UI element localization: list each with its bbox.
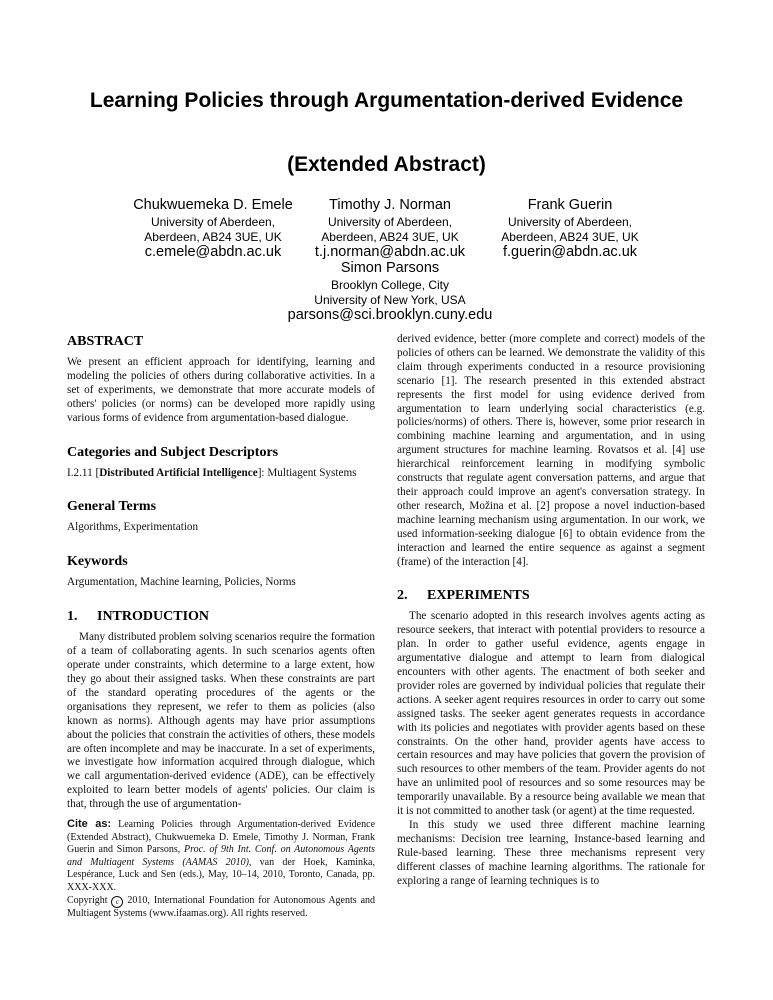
- introduction-text: Many distributed problem solving scenarios require the formation of a team of collaborating agents. In such scenarios agents often operate under constraints, which determine to a large extent, how they go about their assigned tasks. When these constraints are part of the standard operating procedures of the agents or the organisations they represent, we refer to them as policies (also known as norms). Although agents may have prior assumptions about the policies that constrain the activities of others, these models are often incomplete and may be inaccurate. In a set of experiments, we investigate how information acquired through dialogue, which we call argumentation-derived evidence (ADE), can be effectively exploited to learn better models of agents' policies. Our claim is that, through the use of argumentation-: [67, 631, 375, 811]
- author-affiliation: Brooklyn College, City: [330, 278, 450, 292]
- cite-proceedings: Proc. of 9th Int. Conf. on Autonomous Agents and Multiagent Systems (AAMAS 2010): [67, 844, 375, 868]
- category-rest: ]: Multiagent Systems: [257, 466, 357, 479]
- abstract-text: We present an efficient approach for identifying, learning and modeling the policies of others during collaborative activities. In a set of experiments, we demonstrate that more accurate models of others' policies (or norms) can be developed more rapidly using various forms of evidence from argumentation-based dialogue.: [67, 356, 375, 424]
- cite-text-2: , van der Hoek, Kaminka, Lespérance, Luck and Sen (eds.), May, 10–14, 2010, Toronto, Canada, pp. XXX-XXX.: [67, 856, 375, 893]
- paper-subtitle: (Extended Abstract): [287, 153, 486, 176]
- author-name: Simon Parsons: [340, 260, 440, 276]
- abstract-heading: ABSTRACT: [67, 334, 144, 349]
- section-title: EXPERIMENTS: [427, 588, 530, 604]
- categories-text: [67, 467, 375, 481]
- cite-as-block: [67, 818, 375, 920]
- right-column: [397, 333, 705, 889]
- category-code: I.2.11 [: [67, 466, 100, 479]
- copyright-text: 2010, International Foundation for Autonomous Agents and Multiagent Systems (www.ifaamas.org). All rights reserved.: [67, 894, 376, 919]
- author-affiliation: Aberdeen, AB24 3UE, UK: [144, 229, 282, 244]
- paper-title: Learning Policies through Argumentation-derived Evidence: [89, 89, 684, 112]
- author-name: Timothy J. Norman: [329, 197, 451, 213]
- experiments-heading: [397, 587, 705, 604]
- introduction-heading: [67, 608, 375, 625]
- author-affiliation: University of New York, USA: [314, 292, 466, 307]
- category-name: Distributed Artificial Intelligence: [99, 466, 258, 479]
- author-affiliation: University of Aberdeen,: [507, 215, 633, 229]
- introduction-continued: derived evidence, better (more complete and correct) models of the policies of others can be learned. We demonstrate the validity of this claim through experiments conducted in a resource provisioning scenario [1]. The research presented in this extended abstract represents the first model for using evidence derived from argumentation to learn underlying social characteristics (e.g. policies/norms) of others. There is, however, some prior research in combining machine learning and argumentation, and in using argument structures for machine learning. Rovatsos et al. [4] use hierarchical reinforcement learning in modifying symbolic constructs that regulate agent conversation patterns, and argue that their approach could improve an agent's conversation strategy. In other research, Možina et al. [2] propose a novel induction-based machine learning mechanism using argumentation. In our work, we used information-seeking dialogue [6] to obtain evidence from the interaction and learned the entire sequence as against a segment (frame) of the interaction [4].: [397, 333, 705, 568]
- experiments-paragraph-1: The scenario adopted in this research involves agents acting as resource seekers, that interact with potential providers to resource a plan. In order to gather useful evidence, agents engage in argumentative dialogue and attempt to learn from dialogical encounters with other agents. The enactment of both seeker and provider roles are governed by individual policies that regulate their actions. A seeker agent requires resources in order to carry out some assigned tasks. The seeker agent generates requests in accordance with its policies and negotiates with provider agents based on these constraints. On the other hand, provider agents have access to certain resources and may have policies that govern the provision of such resources to other members of the team. Provider agents do not have an unlimited pool of resources and so some resources may be temporarily unavailable. By a resource being available we mean that it is not committed to another task (or agent) at the time requested.: [397, 610, 705, 818]
- general-terms-heading: General Terms: [67, 499, 157, 515]
- author-name: Chukwuemeka D. Emele: [133, 197, 293, 213]
- author-affiliation: Aberdeen, AB24 3UE, UK: [501, 229, 639, 244]
- keywords-text: Argumentation, Machine learning, Policies, Norms: [67, 576, 296, 589]
- author-affiliation: University of Aberdeen,: [150, 215, 276, 229]
- author-block-1: [108, 196, 318, 261]
- cite-label: Cite as:: [67, 818, 112, 831]
- section-title: INTRODUCTION: [97, 609, 210, 625]
- section-number: 2.: [397, 588, 408, 604]
- categories-heading: Categories and Subject Descriptors: [67, 444, 279, 460]
- author-email: c.emele@abdn.ac.uk: [144, 244, 282, 260]
- cite-text: Learning Policies through Argumentation-derived Evidence (Extended Abstract), Chukwuemeka D. Emele, Timothy J. Norman, Frank Guerin and Simon Parsons,: [67, 819, 376, 856]
- copyright-icon: c: [111, 896, 123, 908]
- keywords-heading: Keywords: [67, 554, 128, 570]
- author-email: parsons@sci.brooklyn.cuny.edu: [287, 307, 493, 323]
- author-affiliation: Aberdeen, AB24 3UE, UK: [321, 229, 459, 244]
- author-block-2: [290, 196, 490, 261]
- author-email: t.j.norman@abdn.ac.uk: [314, 244, 466, 260]
- author-affiliation: University of Aberdeen,: [327, 215, 453, 229]
- copyright-label: Copyright: [67, 894, 108, 906]
- author-block-3: [470, 196, 670, 261]
- author-email: f.guerin@abdn.ac.uk: [502, 244, 638, 260]
- general-terms-text: Algorithms, Experimentation: [67, 521, 199, 534]
- section-number: 1.: [67, 609, 78, 625]
- experiments-paragraph-2: In this study we used three different machine learning mechanisms: Decision tree learning, Instance-based learning and Rule-based learning. These three mechanisms represent very different classes of machine learning algorithms. The rationale for exploring a range of learning techniques is to: [397, 819, 705, 887]
- author-block-4: [270, 259, 510, 324]
- left-column: [67, 333, 375, 920]
- author-name: Frank Guerin: [527, 197, 613, 213]
